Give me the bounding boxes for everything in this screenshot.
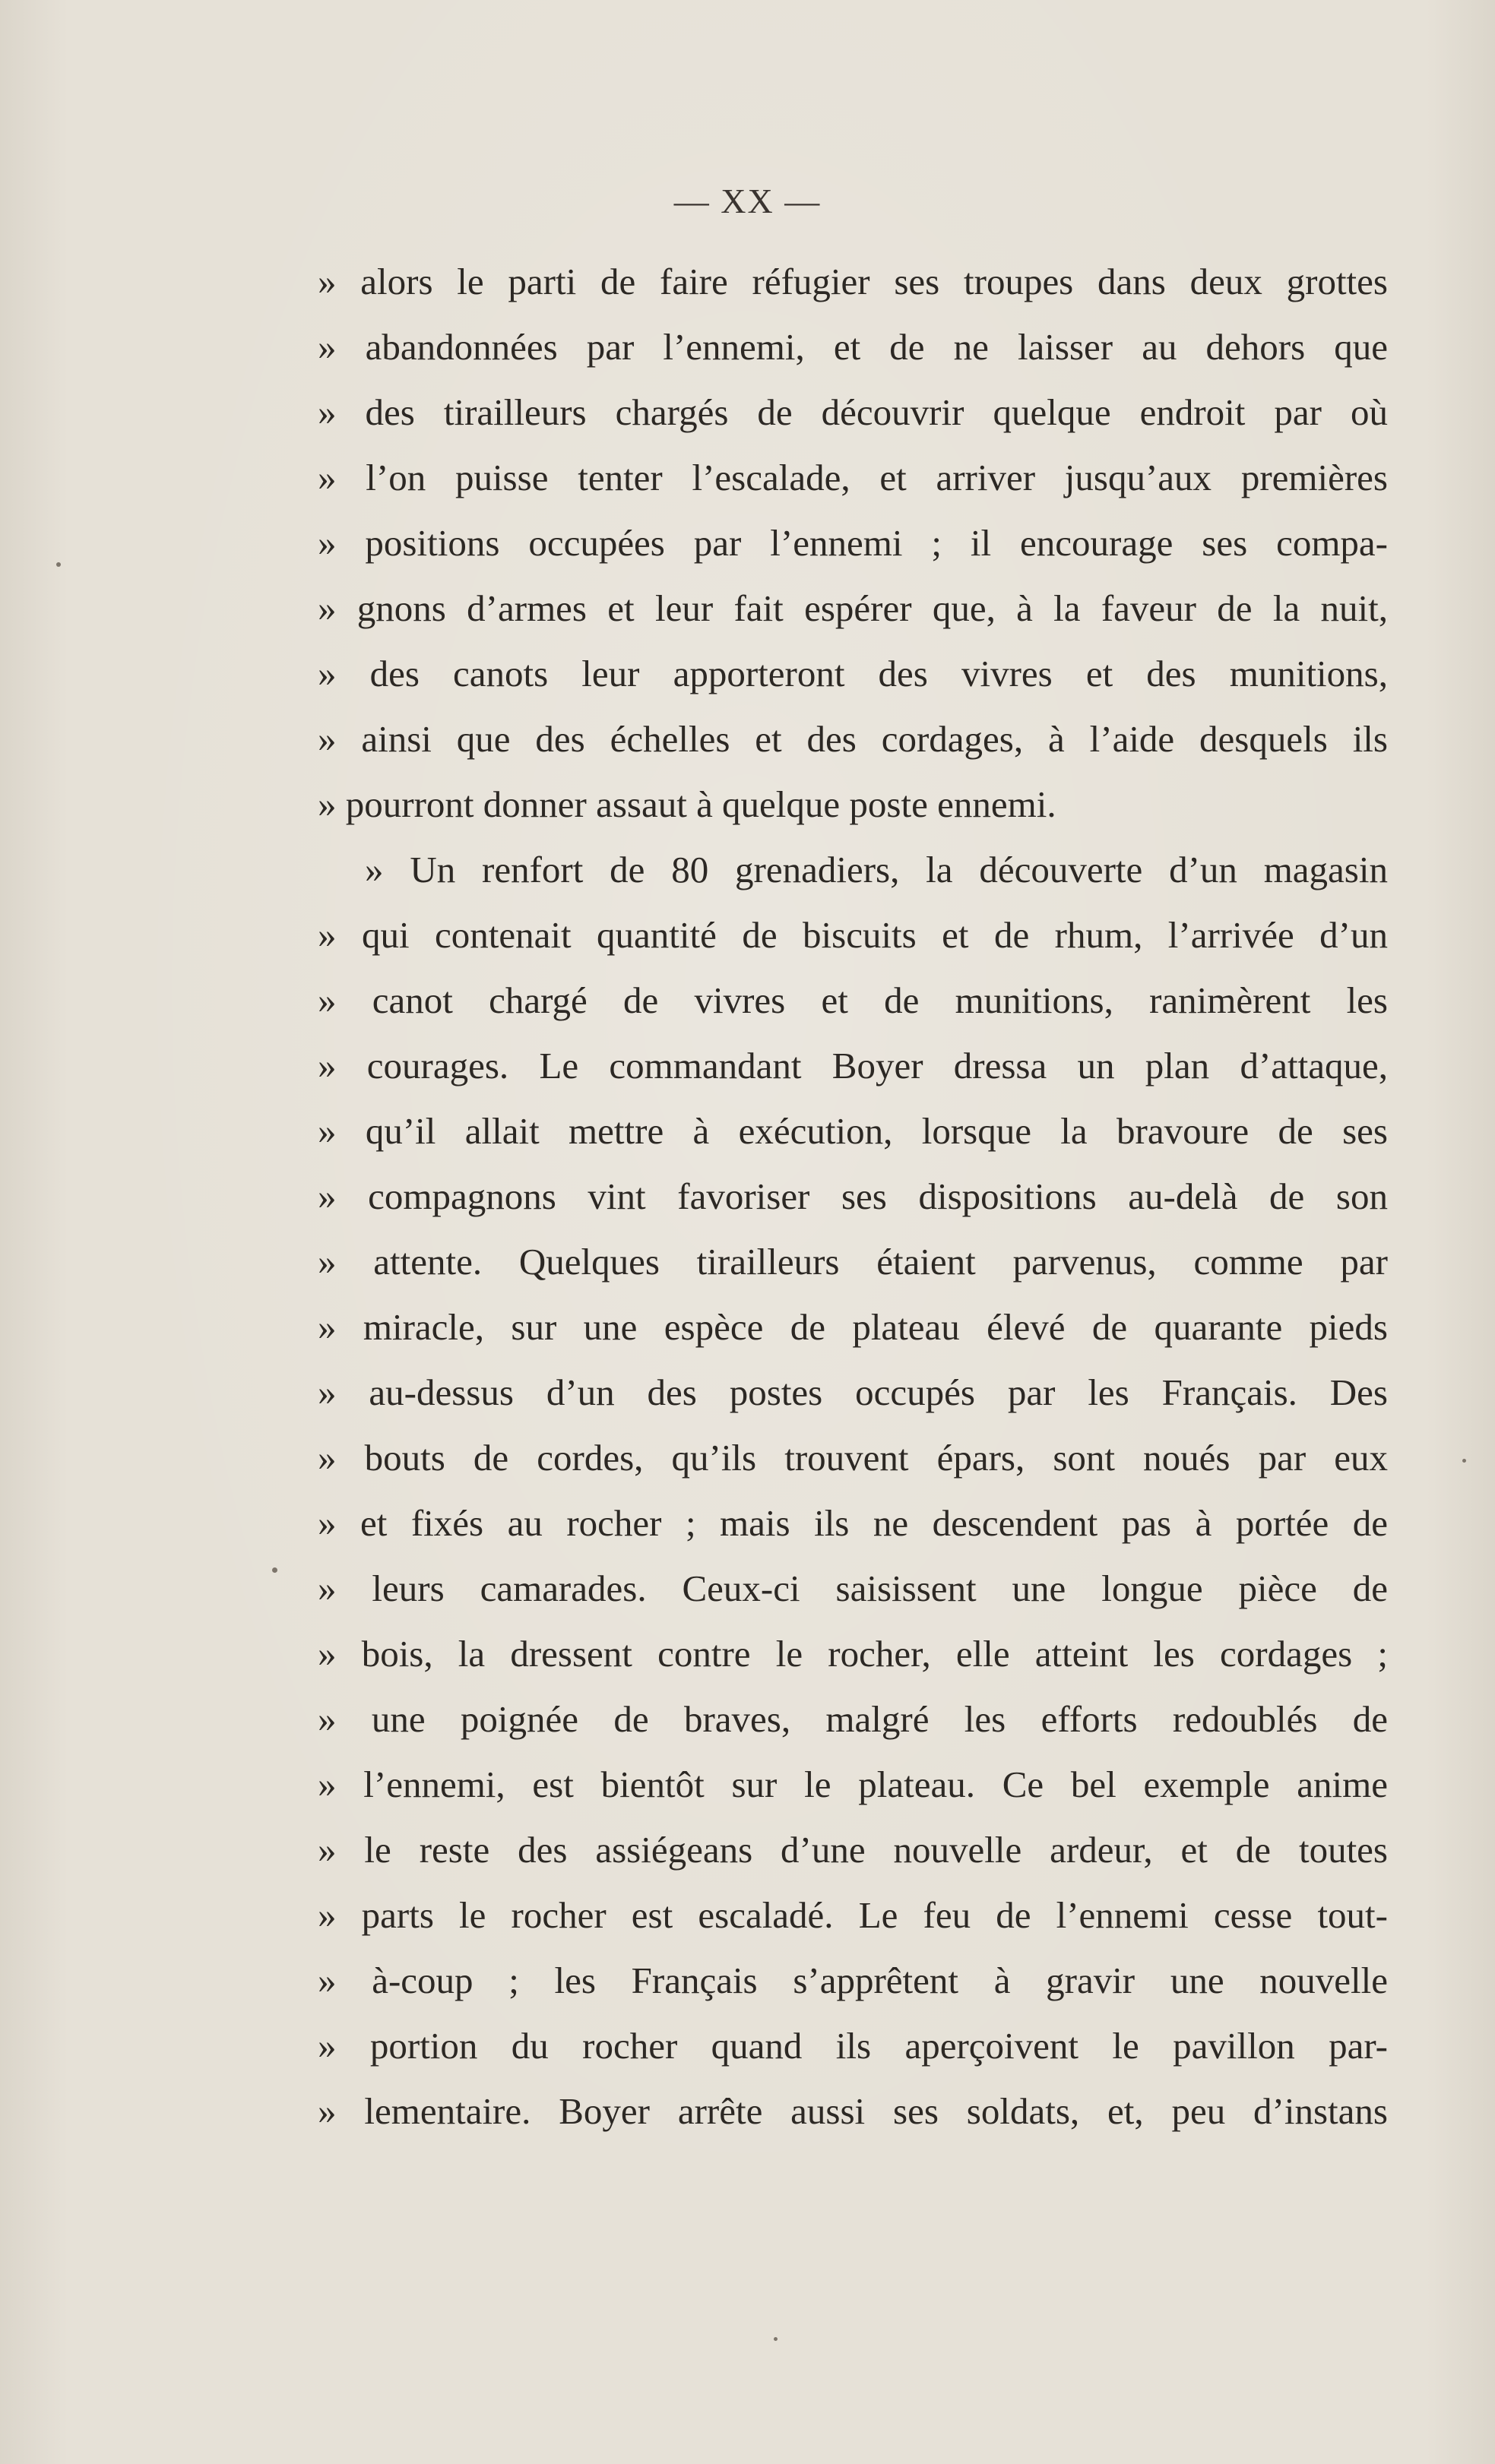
text-line: » gnons d’armes et leur fait espérer que, à la faveur de la nuit, bbox=[318, 587, 1388, 629]
text-line: » une poignée de braves, malgré les efforts redoublés de bbox=[318, 1698, 1388, 1740]
paper-speck bbox=[1462, 1459, 1466, 1463]
text-line: » Un renfort de 80 grenadiers, la découverte d’un magasin bbox=[365, 849, 1388, 890]
text-line: » attente. Quelques tirailleurs étaient parvenus, comme par bbox=[318, 1241, 1388, 1283]
text-line: » portion du rocher quand ils aperçoivent le pavillon par- bbox=[318, 2025, 1388, 2067]
text-line: » alors le parti de faire réfugier ses troupes dans deux grottes bbox=[318, 261, 1388, 302]
text-line: » positions occupées par l’ennemi ; il encourage ses compa- bbox=[318, 522, 1388, 564]
text-line: » au-dessus d’un des postes occupés par les Français. Des bbox=[318, 1371, 1388, 1413]
text-line: » des tirailleurs chargés de découvrir quelque endroit par où bbox=[318, 391, 1388, 433]
paper-speck bbox=[56, 562, 61, 567]
text-line: » l’ennemi, est bientôt sur le plateau. Ce bel exemple anime bbox=[318, 1763, 1388, 1805]
text-line: » leurs camarades. Ceux-ci saisissent une longue pièce de bbox=[318, 1567, 1388, 1609]
text-line: » abandonnées par l’ennemi, et de ne laisser au dehors que bbox=[318, 326, 1388, 368]
text-line: » bouts de cordes, qu’ils trouvent épars, sont noués par eux bbox=[318, 1437, 1388, 1479]
paper-speck bbox=[774, 2337, 778, 2341]
page-number-header: — XX — bbox=[673, 182, 822, 220]
text-line: » l’on puisse tenter l’escalade, et arriver jusqu’aux premières bbox=[318, 457, 1388, 498]
text-line: » courages. Le commandant Boyer dressa un plan d’attaque, bbox=[318, 1045, 1388, 1087]
text-line: » et fixés au rocher ; mais ils ne descendent pas à portée de bbox=[318, 1502, 1388, 1544]
text-line: » miracle, sur une espèce de plateau élevé de quarante pieds bbox=[318, 1306, 1388, 1348]
text-line: » lementaire. Boyer arrête aussi ses soldats, et, peu d’instans bbox=[318, 2090, 1388, 2132]
text-line: » le reste des assiégeans d’une nouvelle ardeur, et de toutes bbox=[318, 1829, 1388, 1871]
text-line: » des canots leur apporteront des vivres et des munitions, bbox=[318, 653, 1388, 694]
body-text bbox=[318, 249, 1388, 2144]
text-line: » canot chargé de vivres et de munitions, ranimèrent les bbox=[318, 979, 1388, 1021]
text-line: » qui contenait quantité de biscuits et de rhum, l’arrivée d’un bbox=[318, 914, 1388, 956]
text-line: » compagnons vint favoriser ses dispositions au-delà de son bbox=[318, 1175, 1388, 1217]
text-line: » qu’il allait mettre à exécution, lorsque la bravoure de ses bbox=[318, 1110, 1388, 1152]
text-line: » bois, la dressent contre le rocher, elle atteint les cordages ; bbox=[318, 1633, 1388, 1675]
text-line: » pourront donner assaut à quelque poste ennemi. bbox=[318, 783, 1056, 825]
text-line: » à-coup ; les Français s’apprêtent à gravir une nouvelle bbox=[318, 1959, 1388, 2001]
text-line: » ainsi que des échelles et des cordages, à l’aide desquels ils bbox=[318, 718, 1388, 760]
paper-speck bbox=[272, 1567, 277, 1573]
text-line: » parts le rocher est escaladé. Le feu de l’ennemi cesse tout- bbox=[318, 1894, 1388, 1936]
